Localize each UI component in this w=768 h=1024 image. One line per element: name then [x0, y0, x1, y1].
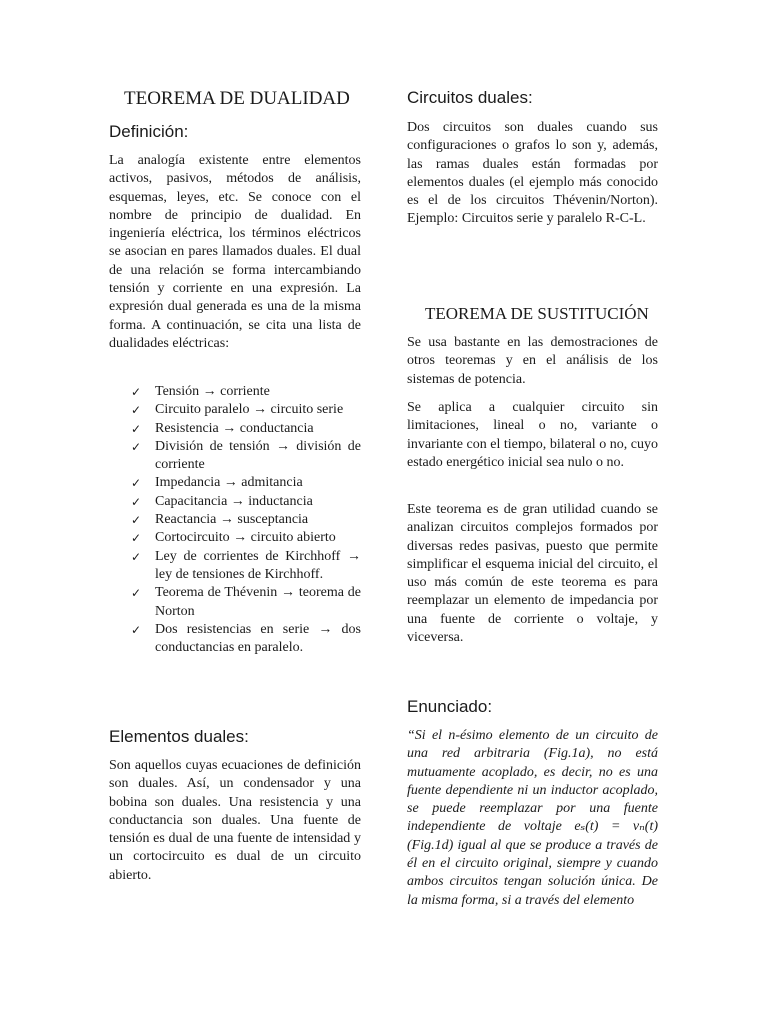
check-icon: ✓ — [131, 403, 142, 418]
duality-text: Circuito paralelo → circuito serie — [155, 402, 344, 418]
elementos-duales-paragraph: Son aquellos cuyas ecuaciones de definición son duales. Así, un condensador y una bobina son duales. Una resistencia y una conductancia son duales. Una fuente de tensión es dual de una fuente de intensidad y un cortocircuito es dual de un circuito abierto. — [109, 758, 361, 883]
duality-text: Impedancia → admitancia — [155, 475, 303, 491]
duality-text: División de tensión → división de corriente — [155, 438, 361, 473]
duality-item — [109, 420, 361, 438]
duality-item — [109, 529, 361, 547]
circuitos-duales-paragraph: Dos circuitos son duales cuando sus configuraciones o grafos lo son y, además, las ramas duales están formadas por elementos duales (el ejemplo más conocido es el de los circuitos Thévenin/Norton). Ejemplo: Circuitos serie y paralelo R-C-L. — [407, 120, 658, 227]
elementos-duales-heading: Elementos duales: — [109, 727, 249, 746]
duality-item — [109, 401, 361, 419]
check-icon: ✓ — [131, 586, 142, 601]
duality-text: Tensión → corriente — [155, 384, 270, 399]
enunciado-paragraph: “Si el n-ésimo elemento de un circuito de una red arbitraria (Fig.1a), no está mutuamente acoplado, es decir, no es una fuente dependiente ni un inductor acoplado, se puede reemplazar por una fuente independiente de voltaje eₛ(t) = vₙ(t) (Fig.1d) igual al que se produce a través de él en el circuito original, siempre y cuando ambos circuitos tengan solución única. De la misma forma, si a través del elemento — [407, 728, 658, 908]
duality-item — [109, 584, 361, 621]
duality-text: Teorema de Thévenin → teorema de Norton — [155, 585, 361, 619]
definicion-paragraph: La analogía existente entre elementos activos, pasivos, métodos de análisis, esquemas, leyes, etc. Se conoce con el nombre de principio de dualidad. En ingeniería eléctrica, los términos eléctricos se asocian en pares llamados duales. El dual de una relación se forma intercambiando tensión y corriente en una expresión. La expresión dual generada es una de la misma forma. A continuación, se cita una lista de dualidades eléctricas: — [109, 153, 361, 351]
duality-text: Ley de corrientes de Kirchhoff → ley de tensiones de Kirchhoff. — [155, 548, 361, 582]
duality-text: Cortocircuito → circuito abierto — [155, 530, 336, 546]
duality-item — [109, 474, 361, 492]
check-icon: ✓ — [131, 494, 142, 509]
enunciado-heading: Enunciado: — [407, 697, 493, 716]
page-title: TEOREMA DE DUALIDAD — [124, 88, 350, 109]
check-icon: ✓ — [131, 421, 142, 436]
duality-text: Reactancia → susceptancia — [155, 512, 309, 528]
check-icon: ✓ — [131, 549, 142, 564]
sustitucion-title: TEOREMA DE SUSTITUCIÓN — [425, 304, 649, 323]
duality-item — [109, 383, 361, 401]
check-icon: ✓ — [131, 385, 142, 399]
sustitucion-paragraph-2: Se aplica a cualquier circuito sin limitaciones, lineal o no, variante o invariante con el tiempo, bilateral o no, cuyo estado energético inicial sea nulo o no. — [407, 400, 658, 470]
check-icon: ✓ — [131, 476, 142, 491]
duality-list — [109, 383, 361, 657]
duality-item — [109, 511, 361, 529]
check-icon: ✓ — [131, 622, 142, 637]
circuitos-duales-heading: Circuitos duales: — [407, 88, 533, 107]
duality-item — [109, 621, 361, 658]
check-icon: ✓ — [131, 439, 142, 454]
duality-item — [109, 548, 361, 585]
duality-item — [109, 438, 361, 475]
definicion-heading: Definición: — [109, 122, 189, 141]
sustitucion-paragraph-1: Se usa bastante en las demostraciones de otros teoremas y en el análisis de los sistemas de potencia. — [407, 335, 658, 387]
duality-text: Dos resistencias en serie → dos conductancias en paralelo. — [155, 621, 361, 656]
check-icon: ✓ — [131, 531, 142, 546]
duality-item — [109, 493, 361, 511]
sustitucion-paragraph-3: Este teorema es de gran utilidad cuando se analizan circuitos complejos formados por diversas redes pasivas, puesto que permite simplificar el esquema inicial del circuito, el uso más común de este teorema es para reemplazar un elemento de impedancia por una fuente de corriente o voltaje, y viceversa. — [407, 502, 658, 646]
check-icon: ✓ — [131, 513, 142, 528]
duality-text: Capacitancia → inductancia — [155, 493, 313, 509]
duality-text: Resistencia → conductancia — [155, 420, 314, 436]
